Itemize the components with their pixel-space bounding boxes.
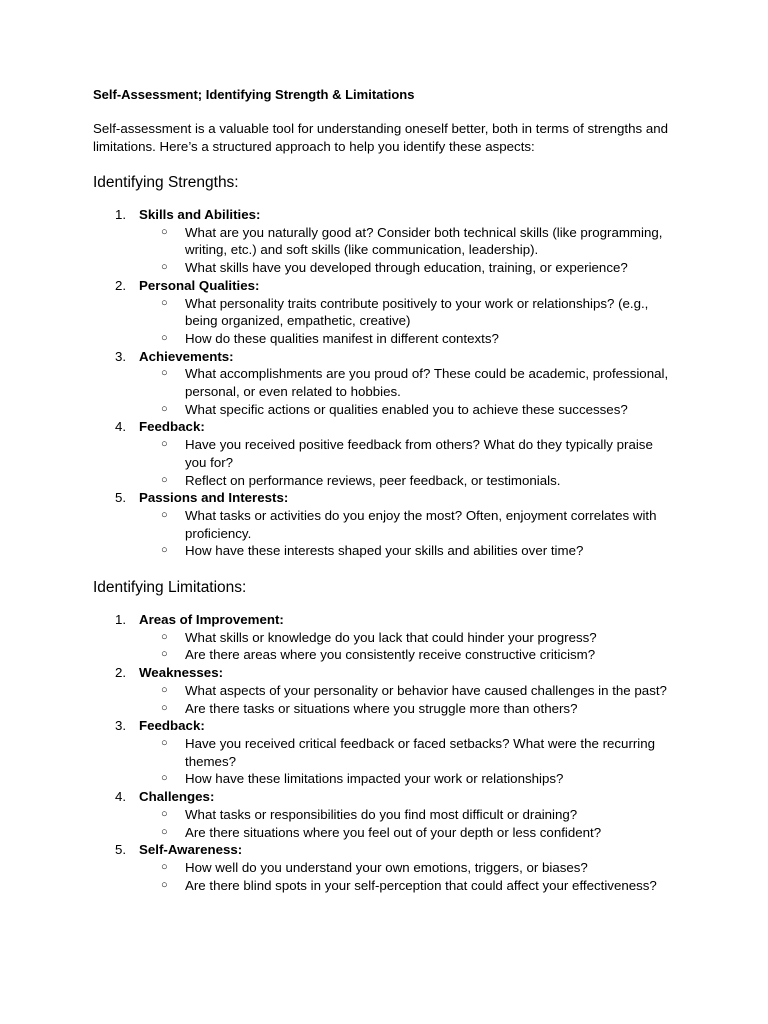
item-title: Achievements: xyxy=(139,348,234,364)
sub-list-text: Are there tasks or situations where you struggle more than others? xyxy=(185,700,578,716)
sub-list-text: What tasks or responsibilities do you find most difficult or draining? xyxy=(185,806,578,822)
hollow-circle-bullet-icon: ○ xyxy=(161,736,168,749)
hollow-circle-bullet-icon: ○ xyxy=(161,331,168,344)
sub-list-text: How well do you understand your own emotions, triggers, or biases? xyxy=(185,859,588,875)
strengths-item xyxy=(93,206,673,277)
hollow-circle-bullet-icon: ○ xyxy=(161,402,168,415)
hollow-circle-bullet-icon: ○ xyxy=(161,648,168,661)
limitations-list xyxy=(93,611,673,894)
hollow-circle-bullet-icon: ○ xyxy=(161,683,168,696)
sub-list-text: What accomplishments are you proud of? These could be academic, professional, personal, or even related to hobbies. xyxy=(185,366,669,400)
sub-list-item xyxy=(139,472,673,490)
list-number: 2. xyxy=(115,665,127,681)
sub-list-item xyxy=(139,824,673,842)
sub-list xyxy=(139,682,673,717)
list-number: 1. xyxy=(115,207,127,222)
item-title: Personal Qualities: xyxy=(139,277,260,293)
sub-list-item xyxy=(139,507,673,542)
sub-list xyxy=(139,859,673,894)
sub-list xyxy=(139,629,673,664)
strengths-item xyxy=(93,348,673,419)
item-title: Weaknesses: xyxy=(139,665,224,681)
sub-list-text: What personality traits contribute positively to your work or relationships? (e.g., being organized, empathetic, creative) xyxy=(185,295,649,329)
limitations-item xyxy=(93,788,673,841)
sub-list-item xyxy=(139,700,673,718)
sub-list-text: How have these interests shaped your skills and abilities over time? xyxy=(185,543,584,559)
item-title: Feedback: xyxy=(139,718,205,734)
sub-list-text: What skills have you developed through education, training, or experience? xyxy=(185,260,628,276)
item-title: Feedback: xyxy=(139,419,205,435)
sub-list-text: What aspects of your personality or behavior have caused challenges in the past? xyxy=(185,682,667,698)
sub-list xyxy=(139,735,673,788)
sub-list-item xyxy=(139,542,673,560)
item-title: Challenges: xyxy=(139,789,215,805)
hollow-circle-bullet-icon: ○ xyxy=(161,544,168,557)
sub-list-item xyxy=(139,859,673,877)
sub-list-item xyxy=(139,259,673,277)
sub-list xyxy=(139,365,673,418)
sub-list-item xyxy=(139,330,673,348)
limitations-item xyxy=(93,611,673,664)
list-number: 4. xyxy=(115,419,127,435)
sub-list xyxy=(139,507,673,560)
hollow-circle-bullet-icon: ○ xyxy=(161,860,168,873)
list-number: 5. xyxy=(115,490,127,506)
sub-list-text: What tasks or activities do you enjoy the most? Often, enjoyment correlates with proficiency. xyxy=(185,507,657,541)
sub-list-item xyxy=(139,770,673,788)
hollow-circle-bullet-icon: ○ xyxy=(161,701,168,714)
limitations-item xyxy=(93,717,673,788)
list-number: 4. xyxy=(115,789,127,805)
sub-list-item xyxy=(139,224,673,259)
sub-list-item xyxy=(139,877,673,895)
hollow-circle-bullet-icon: ○ xyxy=(161,508,168,521)
hollow-circle-bullet-icon: ○ xyxy=(161,473,168,486)
sub-list-item xyxy=(139,629,673,647)
item-title: Areas of Improvement: xyxy=(139,612,284,628)
sub-list xyxy=(139,295,673,348)
sub-list xyxy=(139,436,673,489)
sub-list-text: What skills or knowledge do you lack that could hinder your progress? xyxy=(185,629,597,645)
intro-paragraph: Self-assessment is a valuable tool for understanding oneself better, both in terms of strengths and limitations. Here’s a structured approach to help you identify these aspects: xyxy=(93,121,669,154)
sub-list-text: Are there areas where you consistently receive constructive criticism? xyxy=(185,647,596,663)
list-number: 3. xyxy=(115,718,127,734)
list-number: 5. xyxy=(115,842,127,858)
strengths-item xyxy=(93,277,673,348)
list-number: 2. xyxy=(115,277,127,293)
hollow-circle-bullet-icon: ○ xyxy=(161,261,168,274)
strengths-item xyxy=(93,489,673,560)
hollow-circle-bullet-icon: ○ xyxy=(161,825,168,838)
strengths-list xyxy=(93,206,673,560)
sub-list-text: How have these limitations impacted your work or relationships? xyxy=(185,771,564,787)
sub-list-item xyxy=(139,806,673,824)
sub-list-item xyxy=(139,401,673,419)
sub-list-item xyxy=(139,295,673,330)
hollow-circle-bullet-icon: ○ xyxy=(161,296,168,309)
strengths-item xyxy=(93,418,673,489)
sub-list-text: What are you naturally good at? Consider both technical skills (like programming, writing, etc.) and soft skills (like communication, leadership). xyxy=(185,224,663,258)
sub-list-item xyxy=(139,436,673,471)
item-title: Skills and Abilities: xyxy=(139,207,261,222)
limitations-heading: Identifying Limitations: xyxy=(93,579,247,597)
hollow-circle-bullet-icon: ○ xyxy=(161,225,168,238)
document-page xyxy=(93,86,673,894)
document-title: Self-Assessment; Identifying Strength & Limitations xyxy=(93,87,415,102)
hollow-circle-bullet-icon: ○ xyxy=(161,772,168,785)
sub-list-text: Have you received positive feedback from others? What do they typically praise you for? xyxy=(185,437,653,470)
sub-list-item xyxy=(139,365,673,400)
limitations-item xyxy=(93,841,673,894)
sub-list-item xyxy=(139,735,673,770)
sub-list-text: What specific actions or qualities enabled you to achieve these successes? xyxy=(185,401,628,417)
sub-list-text: How do these qualities manifest in different contexts? xyxy=(185,330,499,346)
strengths-heading: Identifying Strengths: xyxy=(93,174,239,191)
sub-list-text: Are there situations where you feel out of your depth or less confident? xyxy=(185,824,602,840)
item-title: Passions and Interests: xyxy=(139,490,289,506)
hollow-circle-bullet-icon: ○ xyxy=(161,807,168,820)
sub-list xyxy=(139,806,673,841)
sub-list-item xyxy=(139,646,673,664)
sub-list-text: Reflect on performance reviews, peer feedback, or testimonials. xyxy=(185,472,561,488)
list-number: 3. xyxy=(115,348,127,364)
item-title: Self-Awareness: xyxy=(139,842,243,858)
hollow-circle-bullet-icon: ○ xyxy=(161,367,168,380)
limitations-item xyxy=(93,664,673,717)
sub-list-item xyxy=(139,682,673,700)
sub-list-text: Have you received critical feedback or faced setbacks? What were the recurring themes? xyxy=(185,735,656,769)
hollow-circle-bullet-icon: ○ xyxy=(161,878,168,891)
hollow-circle-bullet-icon: ○ xyxy=(161,630,168,643)
sub-list xyxy=(139,224,673,277)
hollow-circle-bullet-icon: ○ xyxy=(161,438,168,451)
list-number: 1. xyxy=(115,612,127,628)
sub-list-text: Are there blind spots in your self-perception that could affect your effectiveness? xyxy=(185,877,657,893)
